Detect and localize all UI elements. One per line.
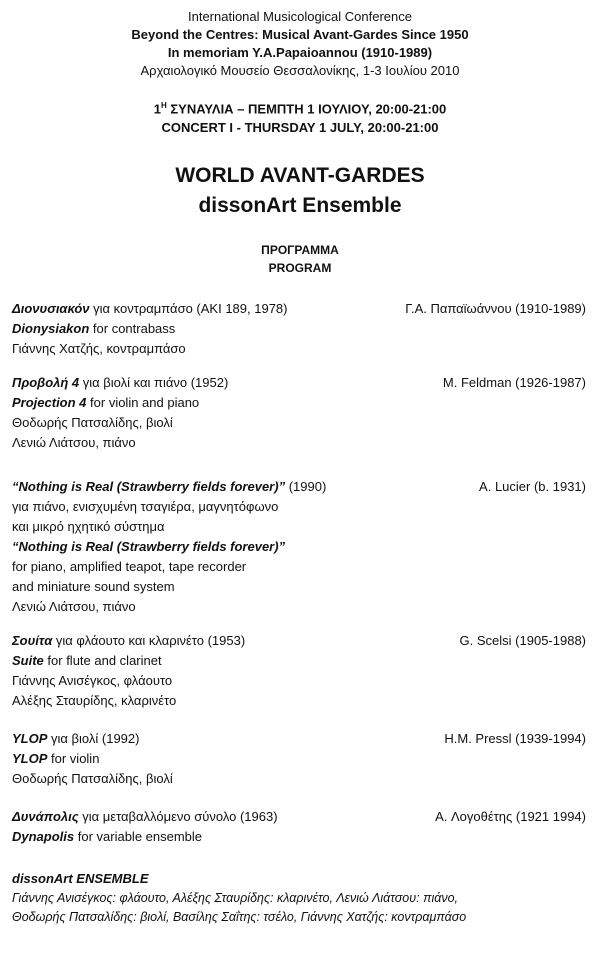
concert-number-suffix: Η [160,101,167,110]
title-line-2: dissonArt Ensemble [198,194,402,218]
performer: Λενιώ Λιάτσου, πιάνο [12,435,136,451]
program-heading-greek: ΠΡΟΓΡΑΜΜΑ [261,243,339,258]
piece-title-english-repeat: “Nothing is Real (Strawberry fields forever)” [12,539,286,555]
piece-title-greek: YLOP για βιολί (1992) [12,731,140,747]
composer: G. Scelsi (1905-1988) [459,633,586,649]
program-item [12,373,586,453]
piece-header [12,631,586,651]
concert-info [0,96,600,137]
ensemble-members-line-1: Γιάννης Ανισέγκος: φλάουτο, Αλέξης Σταυρίδης: κλαρινέτο, Λενιώ Λιάτσου: πιάνο, [12,891,459,906]
composer: A. Lucier (b. 1931) [479,479,586,495]
program-item [12,631,586,711]
piece-title-english: Projection 4 for violin and piano [12,395,200,411]
conference-name: International Musicological Conference [187,9,412,24]
performer: Γιάννης Χατζής, κοντραμπάσο [12,341,186,357]
composer: M. Feldman (1926-1987) [442,375,586,391]
title-line-1: WORLD AVANT-GARDES [175,164,425,188]
piece-description-greek: για πιάνο, ενισχυμένη τσαγιέρα, μαγνητόφωνο [12,499,279,515]
performer: Λενιώ Λιάτσου, πιάνο [12,599,136,615]
piece-title-english: Dionysiakon for contrabass [12,321,176,337]
piece-description-greek: και μικρό ηχητικό σύστημα [12,519,165,535]
performer: Θοδωρής Πατσαλίδης, βιολί [12,771,173,787]
piece-title-greek: Σουίτα για φλάουτο και κλαρινέτο (1953) [12,633,246,649]
performer: Αλέξης Σταυρίδης, κλαρινέτο [12,693,177,709]
ensemble-members-line-2: Θοδωρής Πατσαλίδης: βιολί, Βασίλης Σαΐτης: τσέλο, Γιάννης Χατζής: κοντραμπάσο [12,910,467,925]
piece-description-english: and miniature sound system [12,579,175,595]
performer: Γιάννης Ανισέγκος, φλάουτο [12,673,173,689]
piece-description-english: for piano, amplified teapot, tape recorder [12,559,247,575]
concert-greek-text: ΣΥΝΑΥΛΙΑ – ΠΕΜΠΤΗ 1 ΙΟΥΛΙΟΥ, 20:00-21:00 [166,101,447,117]
composer: Γ.Α. Παπαϊωάννου (1910-1989) [405,301,586,317]
program-heading-english: PROGRAM [268,261,332,276]
program-item [12,477,586,617]
piece-title-english: “Nothing is Real (Strawberry fields forever)” (1990) [12,479,327,495]
composer: H.M. Pressl (1939-1994) [444,731,586,747]
program-item [12,729,586,789]
conference-dedication: In memoriam Y.A.Papaioannou (1910-1989) [167,45,433,60]
piece-header [12,373,586,393]
piece-title-english: Dynapolis for variable ensemble [12,829,203,845]
piece-title-greek: Δυνάπολις για μεταβαλλόμενο σύνολο (1963) [12,809,278,825]
concert-number: 1 [153,101,161,117]
ensemble-title: dissonArt ENSEMBLE [12,871,149,887]
conference-header [0,0,600,80]
piece-title-greek: Διονυσιακόν για κοντραμπάσο (ΑΚΙ 189, 1978) [12,301,288,317]
piece-title-english: YLOP for violin [12,751,100,767]
concert-greek [0,96,600,118]
program-heading [0,241,600,277]
piece-header [12,477,586,497]
composer: A. Λογοθέτης (1921 1994) [435,809,586,825]
piece-header [12,729,586,749]
concert-title [0,161,600,221]
performer: Θοδωρής Πατσαλίδης, βιολί [12,415,173,431]
piece-title-english: Suite for flute and clarinet [12,653,162,669]
piece-header [12,807,586,827]
concert-english: CONCERT I - THURSDAY 1 JULY, 20:00-21:00 [161,120,439,136]
program-item [12,299,586,359]
conference-venue: Αρχαιολογικό Μουσείο Θεσσαλονίκης, 1-3 Ιουλίου 2010 [140,63,460,78]
program-item [12,807,586,847]
program-list [0,299,600,847]
ensemble-section [0,869,600,927]
conference-theme: Beyond the Centres: Musical Avant-Gardes Since 1950 [131,27,469,42]
piece-title-greek: Προβολή 4 για βιολί και πιάνο (1952) [12,375,229,391]
piece-header [12,299,586,319]
